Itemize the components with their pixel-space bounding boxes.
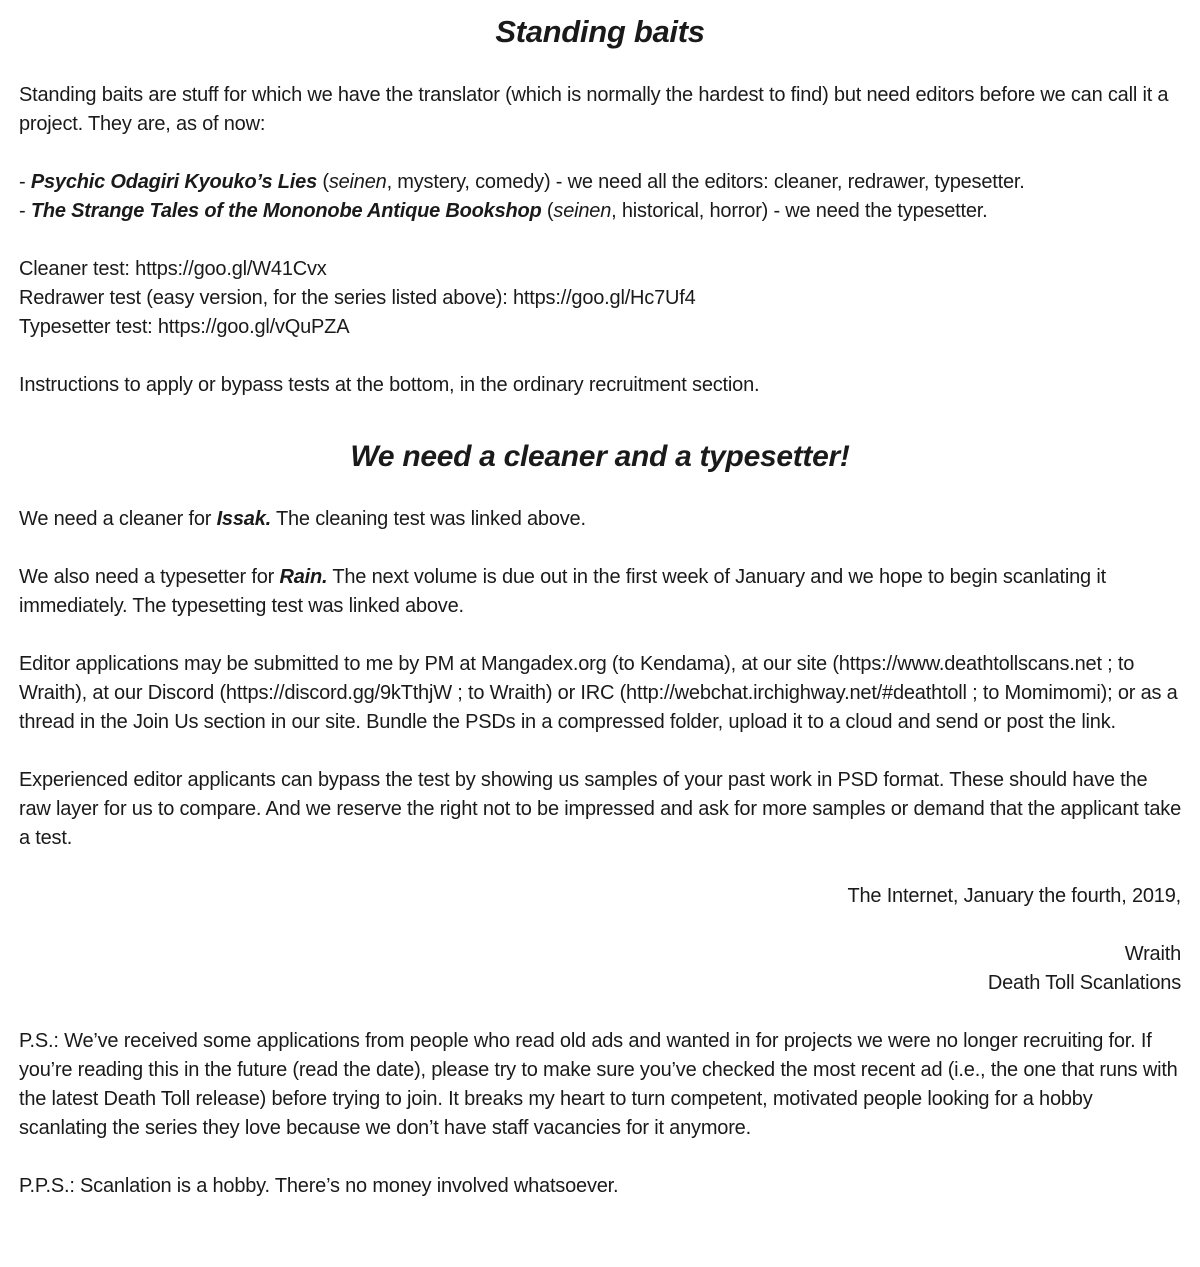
signature-group: Death Toll Scanlations [987, 972, 1181, 994]
test-bypass-paragraph: Experienced editor applicants can bypass the test by showing us samples of your past work in PSD format. These should have the raw layer for us to compare. And we reserve the right not to be impressed and ask for more samples or demand that the applicant take a test. [19, 769, 1181, 849]
bait-list-item: - The Strange Tales of the Mononobe Antique Bookshop (seinen, historical, horror) - we need the typesetter. [19, 200, 988, 222]
pps-paragraph: P.P.S.: Scanlation is a hobby. There’s no money involved whatsoever. [19, 1175, 619, 1197]
cleaner-test-link-line: Cleaner test: https://goo.gl/W41Cvx [19, 258, 327, 280]
instructions-paragraph: Instructions to apply or bypass tests at the bottom, in the ordinary recruitment section. [19, 374, 760, 396]
standing-baits-list [19, 168, 1181, 226]
intro-paragraph: Standing baits are stuff for which we have the translator (which is normally the hardest to find) but need editors before we can call it a project. They are, as of now: [19, 84, 1169, 135]
dateline: The Internet, January the fourth, 2019, [847, 885, 1181, 907]
redrawer-test-link-line: Redrawer test (easy version, for the series listed above): https://goo.gl/Hc7Uf4 [19, 287, 696, 309]
section-heading: We need a cleaner and a typesetter! [350, 440, 850, 473]
test-links-block [19, 255, 1181, 342]
cleaner-need-paragraph: We need a cleaner for Issak. The cleaning test was linked above. [19, 508, 586, 530]
signature-block [19, 940, 1181, 998]
typesetter-test-link-line: Typesetter test: https://goo.gl/vQuPZA [19, 316, 350, 338]
application-instructions-paragraph: Editor applications may be submitted to me by PM at Mangadex.org (to Kendama), at our site (https://www.deathtollscans.net ; to Wraith), at our Discord (https://discord.gg/9kTthjW ; to Wraith) or IRC (http://webchat.irchighway.net/#deathtoll ; to Momimomi); or as a thread in the Join Us section in our site. Bundle the PSDs in a compressed folder, upload it to a cloud and send or post the link. [19, 653, 1178, 733]
bait-list-item: - Psychic Odagiri Kyouko’s Lies (seinen, mystery, comedy) - we need all the editors: cleaner, redrawer, typesetter. [19, 171, 1025, 193]
ps-paragraph: P.S.: We’ve received some applications from people who read old ads and wanted in for projects we were no longer recruiting for. If you’re reading this in the future (read the date), please try to make sure you’ve checked the most recent ad (i.e., the one that runs with the latest Death Toll release) before trying to join. It breaks my heart to turn competent, motivated people looking for a hobby scanlating the series they love because we don’t have staff vacancies for it anymore. [19, 1030, 1178, 1139]
typesetter-need-paragraph: We also need a typesetter for Rain. The next volume is due out in the first week of January and we hope to begin scanlating it immediately. The typesetting test was linked above. [19, 566, 1106, 617]
signature-author: Wraith [1124, 943, 1181, 965]
page-title: Standing baits [495, 14, 705, 49]
